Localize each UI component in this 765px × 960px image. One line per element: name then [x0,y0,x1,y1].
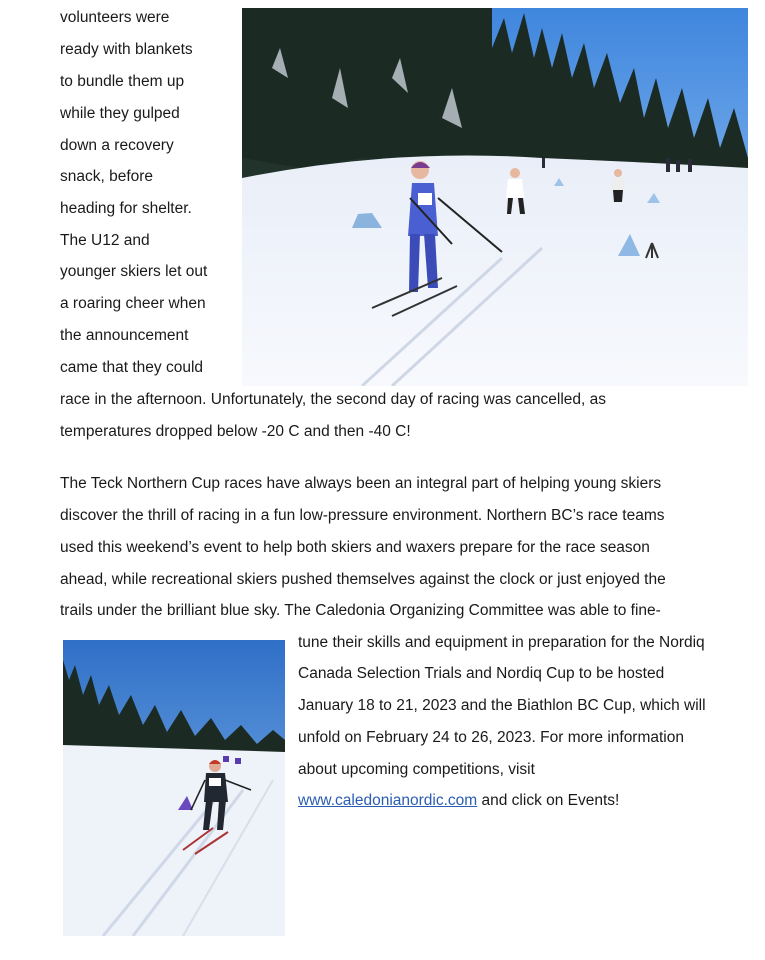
wrap-line: came that they could [60,359,204,376]
caledonia-nordic-link[interactable]: www.caledonianordic.com [298,792,478,809]
wrap-line: younger skiers let out [60,263,208,280]
paragraph-line: discover the thrill of racing in a fun low-pressure environment. Northern BC’s race teams [60,507,665,524]
wrap-line: ready with blankets [60,41,193,58]
wrap-line: to bundle them up [60,73,185,90]
wrap-line: the announcement [60,327,189,344]
wrap-line: January 18 to 21, 2023 and the Biathlon BC Cup, which will [298,697,706,714]
paragraph-line: trails under the brilliant blue sky. The Caledonia Organizing Committee was able to fine- [60,602,661,619]
paragraph-line: temperatures dropped below -20 C and then -40 C! [60,423,411,440]
wrap-line: while they gulped [60,105,180,122]
link-trailing-text: and click on Events! [477,792,620,809]
wrap-line: snack, before [60,168,154,185]
link-line [298,791,619,811]
wrap-line: volunteers were [60,9,170,26]
wrap-line: down a recovery [60,137,174,154]
wrap-line: Canada Selection Trials and Nordiq Cup to be hosted [298,665,665,682]
wrap-line: The U12 and [60,232,150,249]
wrap-line: tune their skills and equipment in preparation for the Nordiq [298,634,705,651]
paragraph-line: ahead, while recreational skiers pushed themselves against the clock or just enjoyed the [60,571,666,588]
wrap-line: about upcoming competitions, visit [298,761,535,778]
ski-race-photo-top [242,8,748,386]
wrap-line: unfold on February 24 to 26, 2023. For more information [298,729,684,746]
ski-race-photo-bottom [63,640,285,936]
paragraph-line: race in the afternoon. Unfortunately, the second day of racing was cancelled, as [60,391,606,408]
wrap-line: a roaring cheer when [60,295,206,312]
wrap-line: heading for shelter. [60,200,192,217]
paragraph-line: The Teck Northern Cup races have always been an integral part of helping young skiers [60,475,662,492]
paragraph-line: used this weekend’s event to help both skiers and waxers prepare for the race season [60,539,650,556]
